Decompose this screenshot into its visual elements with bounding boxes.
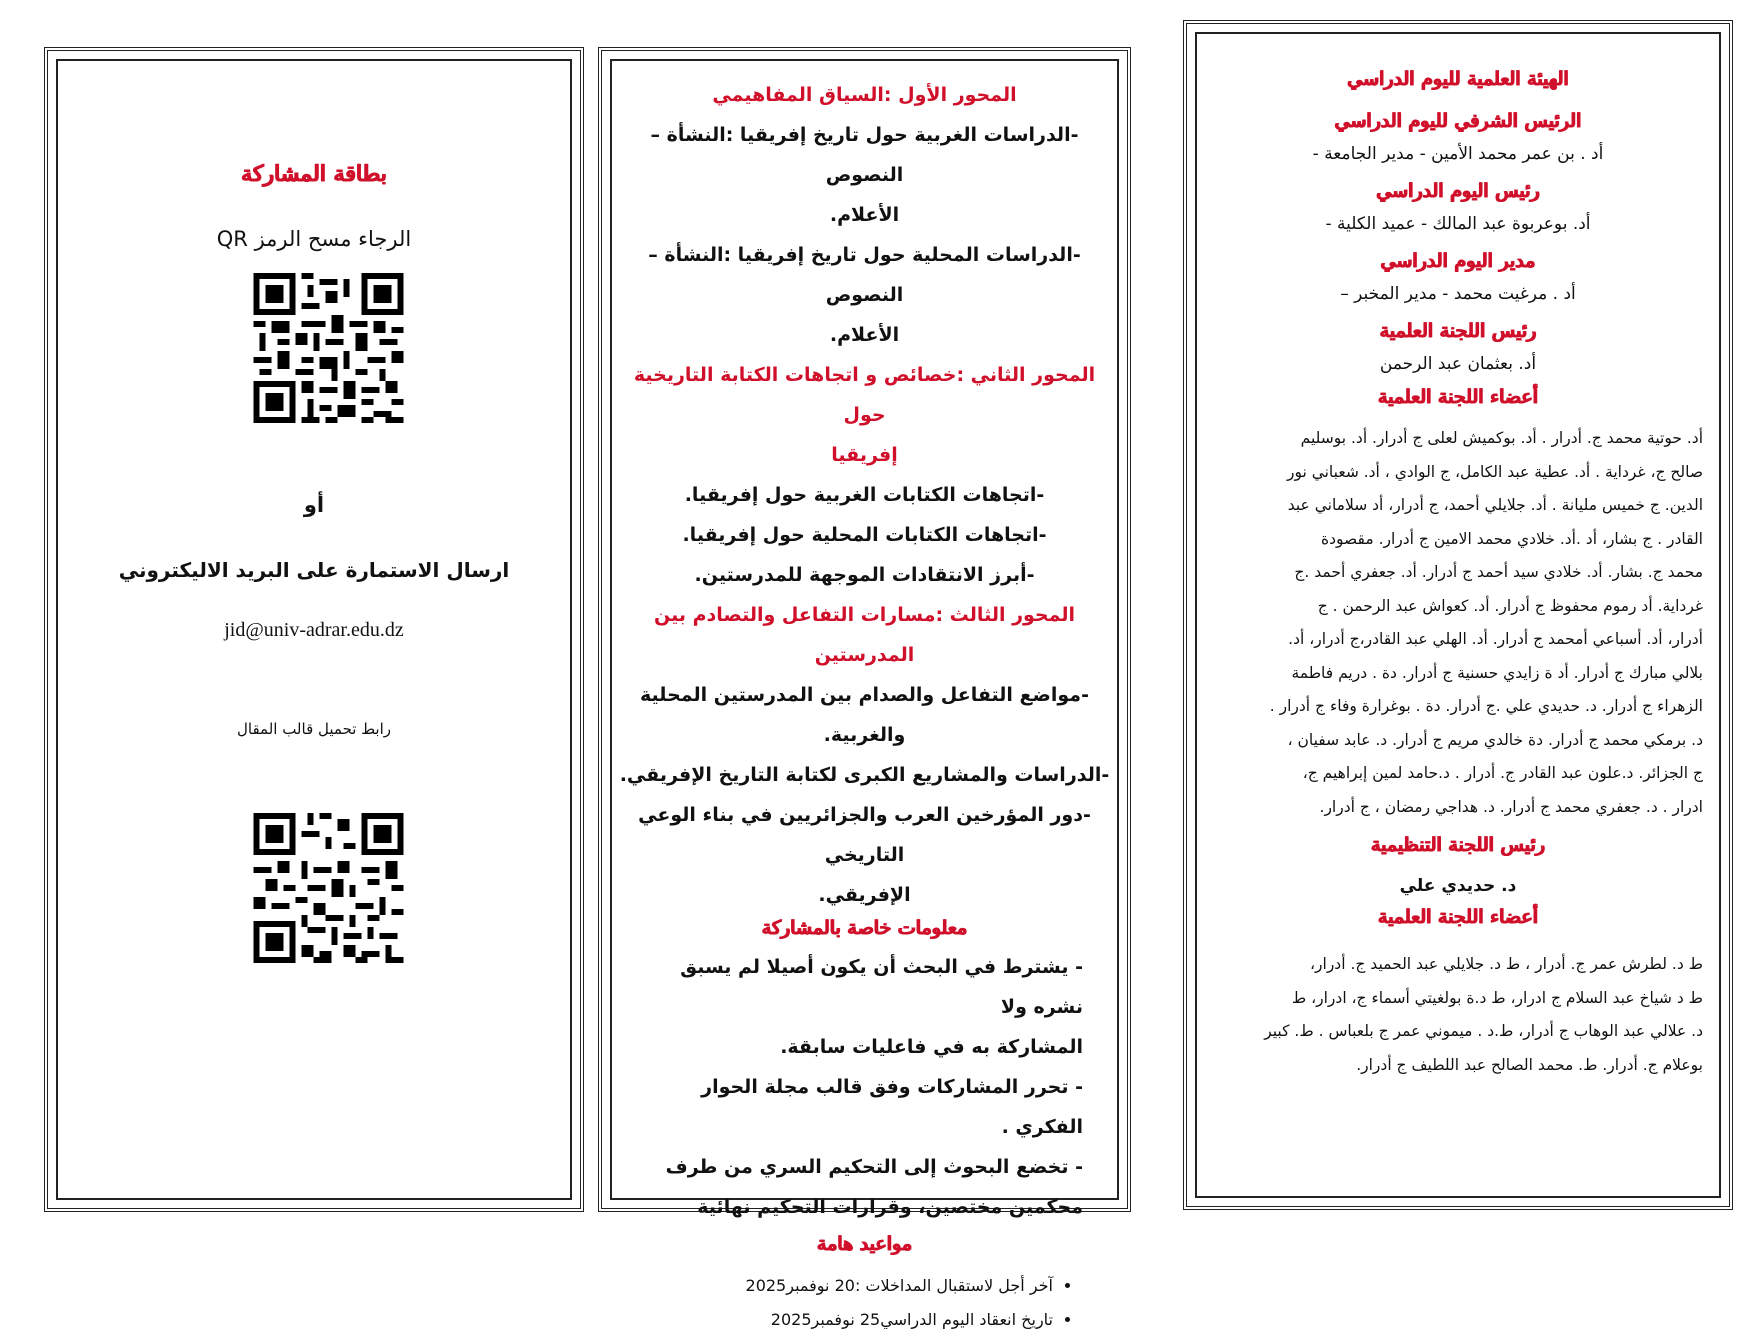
date-item: • آخر أجل لاستقبال المداخلات :20 نوفمبر2025 (616, 1269, 1053, 1303)
day-president: أد. بوعربوة عبد المالك - عميد الكلية - (1325, 214, 1591, 234)
sci-committee-head-heading: رئيس اللجنة العلمية (1379, 320, 1537, 342)
sci-committee-head: أد. بعثمان عبد الرحمن (1379, 354, 1537, 374)
email-address[interactable]: jid@univ-adrar.edu.dz (224, 619, 404, 641)
qr-icon (236, 813, 421, 963)
scientific-body-heading: الهيئة العلمية لليوم الدراسي (1347, 68, 1569, 90)
axis3-item: -الدراسات والمشاريع الكبرى لكتابة التاريخ الإفريقي. (619, 764, 1110, 786)
axis2-item: -اتجاهات الكتابات المحلية حول إفريقيا. (682, 524, 1047, 546)
org-committee-head: د. حديدي علي (1399, 876, 1517, 896)
member-line: ط د. لطرش عمر ج. أدرار ، ط د. جلايلي عبد الحميد ج. أدرار، (1310, 955, 1703, 973)
condition-line: - تخضع البحوث إلى التحكيم السري من طرف (665, 1156, 1083, 1178)
member-line: أد. حوتية محمد ج. أدرار . أد. بوكميش لعلى ج أدرار. أد. بوسليم (1300, 429, 1703, 447)
member-line: أدرار، أد. أسباعي أمحمد ج أدرار. أد. الهلي عبد القادر،ج أدرار، أد. (1288, 630, 1703, 648)
condition-line: المشاركة به في فاعليات سابقة. (780, 1036, 1083, 1058)
template-download-link[interactable]: رابط تحميل قالب المقال (236, 720, 392, 738)
member-line: صالح ج، غرداية . أد. عطية عبد الكامل، ج الوادي ، أد. شعباني نور (1286, 462, 1703, 481)
axis2-title-cont: إفريقيا (831, 444, 898, 466)
member-line: د. برمكي محمد ج أدرار. دة خالدي مريم ج أدرار. د. عابد سفيان ، (1287, 730, 1703, 749)
condition-line: - تحرر المشاركات وفق قالب مجلة الحوار الفكري . (701, 1076, 1083, 1138)
or-separator: أو (303, 493, 325, 517)
honorary-president: أد . بن عمر محمد الأمين - مدير الجامعة - (1312, 144, 1604, 164)
condition-line: محكمين مختصين، وقرارات التحكيم نهائية (697, 1196, 1083, 1218)
template-qr-code[interactable] (236, 813, 421, 963)
axis3-title-cont: المدرستين (814, 644, 915, 666)
condition-line: - يشترط في البحث أن يكون أصيلا لم يسبق نشره ولا (680, 956, 1083, 1018)
day-president-heading: رئيس اليوم الدراسي (1376, 180, 1540, 202)
member-line: ج الجزائر. د.علون عبد القادر ج. أدرار . د.حامد لمين إبراهيم ج، (1302, 764, 1703, 782)
member-line: بلالي مبارك ج أدرار. أد ة زايدي حسنية ج أدرار. دة . دريم فاطمة (1291, 663, 1703, 682)
axis3-title: المحور الثالث :مسارات التفاعل والتصادم بين (653, 604, 1076, 626)
axis2-title: المحور الثاني :خصائص و اتجاهات الكتابة التاريخية حول (633, 364, 1096, 426)
org-committee-head-heading: رئيس اللجنة التنظيمية (1371, 834, 1545, 856)
org-committee-members-heading: أعضاء اللجنة العلمية (1377, 906, 1538, 928)
conditions-block (616, 939, 1113, 1227)
day-director: أد . مرغيت محمد - مدير المخبر – (1340, 284, 1576, 304)
axis1-item: الأعلام. (829, 324, 900, 346)
qr-icon (236, 273, 421, 423)
axis3-item: -مواضع التفاعل والصدام بين المدرستين المحلية والغربية. (640, 684, 1089, 746)
member-line: محمد ج. بشار. أد. خلادي سيد أحمد ج أدرار. أد. جعفري أحمد .ج (1294, 563, 1703, 581)
left-panel-content (70, 73, 558, 1186)
member-line: الدين. ج خميس مليانة . أد. جلايلي أحمد، ج أدرار، أد سلاماني عبد (1287, 496, 1703, 514)
honorary-president-heading: الرئيس الشرفي لليوم الدراسي (1334, 110, 1582, 132)
axis3-item: -دور المؤرخين العرب والجزائريين في بناء الوعي التاريخي (638, 804, 1091, 866)
important-dates-heading: مواعيد هامة (816, 1233, 913, 1255)
participation-info-heading: معلومات خاصة بالمشاركة (761, 917, 968, 939)
axis1-item: -الدراسات المحلية حول تاريخ إفريقيا :النشأة – النصوص (648, 244, 1081, 306)
participation-card-title: بطاقة المشاركة (241, 161, 387, 187)
member-line: ادرار . د. جعفري محمد ج أدرار. د. هداجي رمضان ، ج أدرار. (1319, 797, 1703, 816)
left-panel (44, 47, 584, 1212)
org-committee-members (1209, 948, 1707, 1082)
axis1-item: -الدراسات الغربية حول تاريخ إفريقيا :النشأة – النصوص (650, 124, 1079, 186)
axis2-item: -أبرز الانتقادات الموجهة للمدرستين. (694, 564, 1035, 586)
member-line: ط د شياخ عبد السلام ج ادرار، ط د.ة بولغيتي أسماء ج، ادرار، ط (1291, 988, 1703, 1007)
member-line: الزهراء ج أدرار. د. حديدي علي .ج أدرار. دة . بوغرارة وفاء ج أدرار . (1269, 697, 1703, 715)
right-panel (1183, 20, 1733, 1210)
registration-qr-code[interactable] (236, 273, 421, 423)
member-line: د. علالي عبد الوهاب ج أدرار، ط.د . ميموني عمر ج بلعباس . ط. كبير (1264, 1022, 1703, 1040)
member-line: غرداية. أد رموم محفوظ ج أدرار. أد. كعواش عبد الرحمن . ج (1317, 596, 1703, 615)
sci-committee-members-heading: أعضاء اللجنة العلمية (1377, 386, 1538, 408)
email-prompt: ارسال الاستمارة على البريد الاليكتروني (118, 558, 510, 582)
axis2-item: -اتجاهات الكتابات الغربية حول إفريقيا. (684, 484, 1045, 506)
axis3-item: الإفريقي. (818, 884, 911, 906)
sci-committee-members (1209, 422, 1707, 824)
qr-scan-prompt: الرجاء مسح الرمز QR (216, 227, 412, 251)
axis1-title: المحور الأول :السياق المفاهيمي (712, 84, 1017, 106)
middle-panel-content (616, 73, 1113, 1329)
middle-panel (598, 47, 1131, 1329)
member-line: بوعلام ج. أدرار. ط. محمد الصالح عبد اللطيف ج أدرار. (1356, 1055, 1703, 1074)
right-panel-content (1209, 46, 1707, 1184)
day-director-heading: مدير اليوم الدراسي (1380, 250, 1536, 272)
date-item: • تاريخ انعقاد اليوم الدراسي25 نوفمبر2025 (616, 1303, 1053, 1337)
important-dates-list (616, 1269, 1113, 1337)
axis1-item: الأعلام. (829, 204, 900, 226)
member-line: القادر . ج بشار، أد .أد. خلادي محمد الامين ج أدرار. مقصودة (1321, 529, 1703, 548)
